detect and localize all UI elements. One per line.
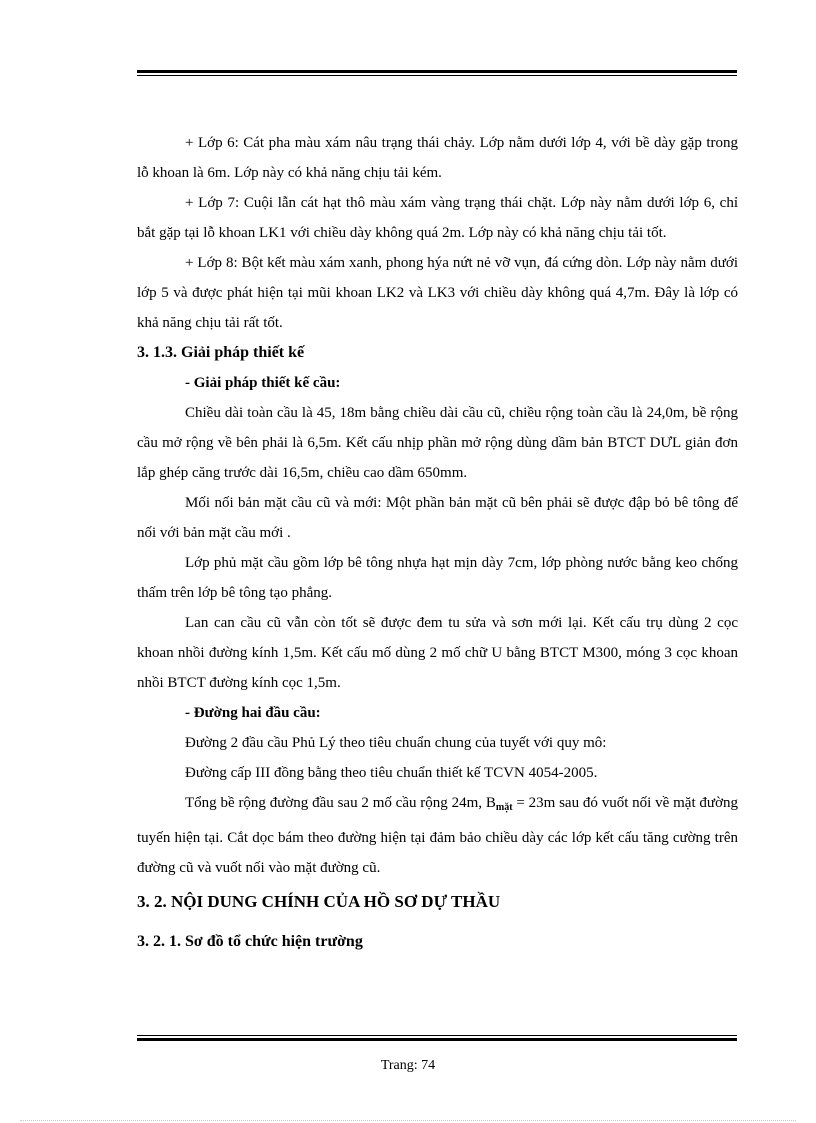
subheading-approach-roads: - Đường hai đầu cầu: xyxy=(185,705,321,721)
paragraph-deck-joint: Mối nối bản mặt cầu cũ và mới: Một phần bản mặt cũ bên phải sẽ được đập bỏ bê tông để nối với bản mặt cầu mới . xyxy=(137,495,738,541)
paragraph-layer-7: + Lớp 7: Cuội lẫn cát hạt thô màu xám vàng trạng thái chặt. Lớp này nằm dưới lớp 6, chỉ bắt gặp tại lỗ khoan LK1 với chiều dày không quá 2m. Lớp này có khả năng chịu tải tốt. xyxy=(137,195,738,241)
section-heading-3-1-3: 3. 1.3. Giải pháp thiết kế xyxy=(137,344,305,361)
subheading-bridge-design: - Giải pháp thiết kế cầu: xyxy=(185,375,341,391)
page-edge-divider xyxy=(20,1120,796,1121)
section-heading-3-2: 3. 2. NỘI DUNG CHÍNH CỦA HỒ SƠ DỰ THẦU xyxy=(137,892,501,911)
page-body xyxy=(137,128,738,957)
paragraph-road-standard: Đường 2 đầu cầu Phủ Lý theo tiêu chuẩn chung của tuyết với quy mô: xyxy=(185,735,607,751)
paragraph-layer-6: + Lớp 6: Cát pha màu xám nâu trạng thái chảy. Lớp nằm dưới lớp 4, với bề dày gặp trong lỗ khoan là 6m. Lớp này có khả năng chịu tải kém. xyxy=(137,135,738,181)
footer-rule xyxy=(137,1035,737,1041)
paragraph-bridge-length: Chiều dài toàn cầu là 45, 18m bằng chiều dài cầu cũ, chiều rộng toàn cầu là 24,0m, bề rộng cầu mở rộng về bên phải là 6,5m. Kết cấu nhịp phần mở rộng dùng dầm bản BTCT DƯL giản đơn lắp ghép căng trước dài 16,5m, chiều cao dầm 650mm. xyxy=(137,405,738,481)
paragraph-railing-piers: Lan can cầu cũ vẫn còn tốt sẽ được đem tu sửa và sơn mới lại. Kết cấu trụ dùng 2 cọc khoan nhồi đường kính 1,5m. Kết cấu mố dùng 2 mố chữ U bằng BTCT M300, móng 3 cọc khoan nhồi BTCT đường kính cọc 1,5m. xyxy=(137,615,738,691)
road-width-text-end: = 23m sau đó vuốt nối về mặt đường tuyến hiện tại. Cắt dọc bám theo đường hiện tại đảm bảo chiều dày các lớp kết cấu tăng cường trên đường cũ và vuốt nối vào mặt đường cũ. xyxy=(137,795,738,876)
header-rule xyxy=(137,70,737,76)
paragraph-deck-surface: Lớp phủ mặt cầu gồm lớp bê tông nhựa hạt mịn dày 7cm, lớp phòng nước bằng keo chống thấm trên lớp bê tông tạo phẳng. xyxy=(137,555,738,601)
paragraph-road-class: Đường cấp III đồng bằng theo tiêu chuẩn thiết kế TCVN 4054-2005. xyxy=(185,765,598,781)
paragraph-layer-8: + Lớp 8: Bột kết màu xám xanh, phong hýa nứt nẻ vỡ vụn, đá cứng dòn. Lớp này nằm dưới lớp 5 và được phát hiện tại mũi khoan LK2 và LK3 với chiều dày không quá 4,7m. Đây là lớp có khả năng chịu tải rất tốt. xyxy=(137,255,738,331)
road-width-text-start: Tổng bề rộng đường đầu sau 2 mố cầu rộng 24m, B xyxy=(185,795,496,811)
page-number: Trang: 74 xyxy=(380,1058,436,1073)
section-heading-3-2-1: 3. 2. 1. Sơ đồ tổ chức hiện trường xyxy=(137,933,363,950)
subscript-mat: mặt xyxy=(495,802,513,813)
paragraph-road-width xyxy=(137,788,738,883)
